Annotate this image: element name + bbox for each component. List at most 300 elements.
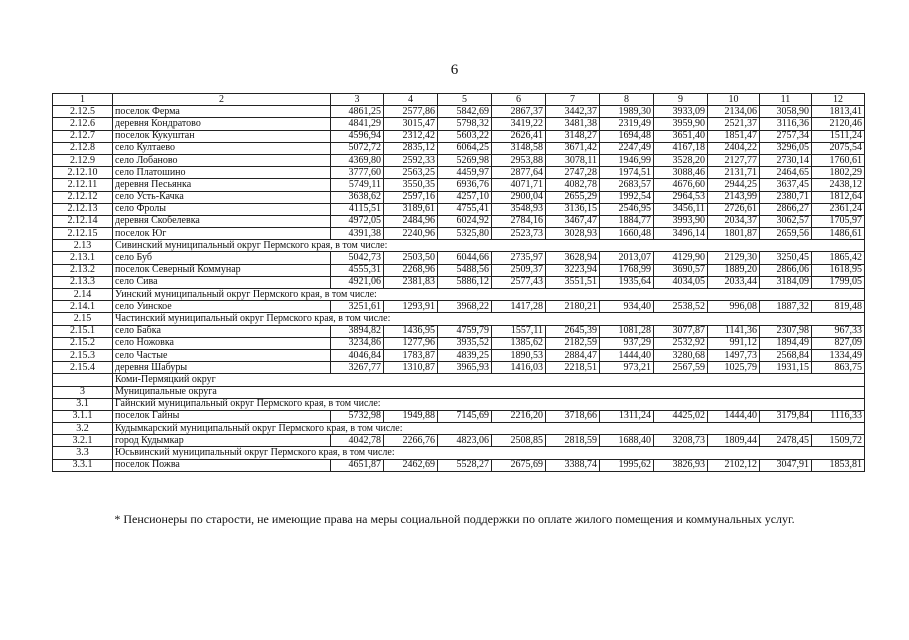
value-cell: 2380,71	[760, 191, 812, 203]
settlement-name-cell: село Частые	[113, 349, 331, 361]
value-cell: 2266,76	[384, 435, 438, 447]
value-cell: 1416,03	[492, 362, 546, 374]
value-cell: 1812,64	[812, 191, 865, 203]
table-row	[53, 154, 865, 166]
value-cell: 2730,14	[760, 154, 812, 166]
value-cell: 4759,79	[438, 325, 492, 337]
value-cell: 1436,95	[384, 325, 438, 337]
value-cell: 2218,51	[546, 362, 600, 374]
value-cell: 2675,69	[492, 459, 546, 471]
value-cell: 2508,85	[492, 435, 546, 447]
row-code-cell: 2.13.2	[53, 264, 113, 276]
value-cell: 2532,92	[654, 337, 708, 349]
value-cell: 3933,09	[654, 106, 708, 118]
value-cell: 1865,42	[812, 252, 865, 264]
table-header-row	[53, 94, 865, 106]
header-cell: 2	[113, 94, 331, 106]
value-cell: 967,33	[812, 325, 865, 337]
value-cell: 5528,27	[438, 459, 492, 471]
settlement-name-cell: поселок Ферма	[113, 106, 331, 118]
value-cell: 5886,12	[438, 276, 492, 288]
settlement-name-cell: поселок Пожва	[113, 459, 331, 471]
value-cell: 5842,69	[438, 106, 492, 118]
value-cell: 4034,05	[654, 276, 708, 288]
data-table	[52, 93, 865, 472]
value-cell: 3148,27	[546, 130, 600, 142]
value-cell: 2659,56	[760, 228, 812, 240]
value-cell: 2835,12	[384, 142, 438, 154]
table-row	[53, 410, 865, 422]
value-cell: 1141,36	[708, 325, 760, 337]
table-row	[53, 191, 865, 203]
row-code-cell: 2.12.12	[53, 191, 113, 203]
value-cell: 2120,46	[812, 118, 865, 130]
value-cell: 1887,32	[760, 301, 812, 313]
value-cell: 1853,81	[812, 459, 865, 471]
value-cell: 1801,87	[708, 228, 760, 240]
value-cell: 6044,66	[438, 252, 492, 264]
settlement-name-cell: село Бабка	[113, 325, 331, 337]
value-cell: 2462,69	[384, 459, 438, 471]
table-row	[53, 349, 865, 361]
value-cell: 2757,34	[760, 130, 812, 142]
settlement-name-cell: деревня Кондратово	[113, 118, 331, 130]
value-cell: 3690,57	[654, 264, 708, 276]
value-cell: 4425,02	[654, 410, 708, 422]
value-cell: 1444,40	[600, 349, 654, 361]
value-cell: 3179,84	[760, 410, 812, 422]
value-cell: 3015,47	[384, 118, 438, 130]
value-cell: 2563,25	[384, 167, 438, 179]
value-cell: 1293,91	[384, 301, 438, 313]
value-cell: 996,08	[708, 301, 760, 313]
value-cell: 1509,72	[812, 435, 865, 447]
value-cell: 1444,40	[708, 410, 760, 422]
row-code-cell: 2.12.6	[53, 118, 113, 130]
value-cell: 3671,42	[546, 142, 600, 154]
value-cell: 2597,16	[384, 191, 438, 203]
value-cell: 2521,37	[708, 118, 760, 130]
value-cell: 5072,72	[331, 142, 384, 154]
settlement-name-cell: поселок Юг	[113, 228, 331, 240]
row-code-cell: 2.12.13	[53, 203, 113, 215]
value-cell: 3116,36	[760, 118, 812, 130]
group-title-cell: Частинский муниципальный округ Пермского края, в том числе:	[113, 313, 865, 325]
header-cell: 10	[708, 94, 760, 106]
value-cell: 2866,27	[760, 203, 812, 215]
row-code-cell: 2.12.11	[53, 179, 113, 191]
value-cell: 827,09	[812, 337, 865, 349]
value-cell: 3993,90	[654, 215, 708, 227]
table-row	[53, 228, 865, 240]
row-code-cell: 2.12.7	[53, 130, 113, 142]
value-cell: 4755,41	[438, 203, 492, 215]
value-cell: 1949,88	[384, 410, 438, 422]
table-row	[53, 435, 865, 447]
value-cell: 4459,97	[438, 167, 492, 179]
value-cell: 2953,88	[492, 154, 546, 166]
value-cell: 4972,05	[331, 215, 384, 227]
value-cell: 2577,43	[492, 276, 546, 288]
value-cell: 4839,25	[438, 349, 492, 361]
row-code-cell: 3	[53, 386, 113, 398]
value-cell: 3419,22	[492, 118, 546, 130]
value-cell: 6024,92	[438, 215, 492, 227]
value-cell: 3638,62	[331, 191, 384, 203]
value-cell: 3718,66	[546, 410, 600, 422]
header-cell: 7	[546, 94, 600, 106]
value-cell: 1995,62	[600, 459, 654, 471]
table-row	[53, 276, 865, 288]
value-cell: 1277,96	[384, 337, 438, 349]
value-cell: 2381,83	[384, 276, 438, 288]
value-cell: 934,40	[600, 301, 654, 313]
value-cell: 2464,65	[760, 167, 812, 179]
value-cell: 2784,16	[492, 215, 546, 227]
value-cell: 1890,53	[492, 349, 546, 361]
row-code-cell: 2.15	[53, 313, 113, 325]
value-cell: 4921,06	[331, 276, 384, 288]
value-cell: 863,75	[812, 362, 865, 374]
value-cell: 2404,22	[708, 142, 760, 154]
table-row	[53, 362, 865, 374]
value-cell: 3280,68	[654, 349, 708, 361]
value-cell: 2319,49	[600, 118, 654, 130]
row-code-cell	[53, 374, 113, 386]
row-code-cell: 2.15.2	[53, 337, 113, 349]
header-cell: 8	[600, 94, 654, 106]
value-cell: 1768,99	[600, 264, 654, 276]
value-cell: 1660,48	[600, 228, 654, 240]
value-cell: 3047,91	[760, 459, 812, 471]
value-cell: 2013,07	[600, 252, 654, 264]
value-cell: 2307,98	[760, 325, 812, 337]
row-code-cell: 2.13	[53, 240, 113, 252]
row-code-cell: 2.12.5	[53, 106, 113, 118]
settlement-name-cell: село Лобаново	[113, 154, 331, 166]
value-cell: 3250,45	[760, 252, 812, 264]
value-cell: 3965,93	[438, 362, 492, 374]
row-code-cell: 3.1	[53, 398, 113, 410]
value-cell: 6936,76	[438, 179, 492, 191]
value-cell: 1931,15	[760, 362, 812, 374]
value-cell: 1884,77	[600, 215, 654, 227]
row-code-cell: 2.15.1	[53, 325, 113, 337]
table-row	[53, 167, 865, 179]
value-cell: 3550,35	[384, 179, 438, 191]
value-cell: 973,21	[600, 362, 654, 374]
value-cell: 3028,93	[546, 228, 600, 240]
value-cell: 1946,99	[600, 154, 654, 166]
table-row	[53, 106, 865, 118]
value-cell: 4861,25	[331, 106, 384, 118]
header-cell: 5	[438, 94, 492, 106]
table-row	[53, 130, 865, 142]
row-code-cell: 3.3	[53, 447, 113, 459]
value-cell: 3058,90	[760, 106, 812, 118]
value-cell: 1310,87	[384, 362, 438, 374]
settlement-name-cell: село Платошино	[113, 167, 331, 179]
value-cell: 1557,11	[492, 325, 546, 337]
value-cell: 2900,04	[492, 191, 546, 203]
value-cell: 2102,12	[708, 459, 760, 471]
value-cell: 2268,96	[384, 264, 438, 276]
settlement-name-cell: село Буб	[113, 252, 331, 264]
value-cell: 4046,84	[331, 349, 384, 361]
value-cell: 2240,96	[384, 228, 438, 240]
value-cell: 6064,25	[438, 142, 492, 154]
value-cell: 4129,90	[654, 252, 708, 264]
table-row	[53, 459, 865, 471]
value-cell: 5042,73	[331, 252, 384, 264]
value-cell: 2523,73	[492, 228, 546, 240]
value-cell: 3528,20	[654, 154, 708, 166]
group-title-cell: Уинский муниципальный округ Пермского края, в том числе:	[113, 289, 865, 301]
settlement-name-cell: деревня Скобелевка	[113, 215, 331, 227]
value-cell: 1694,48	[600, 130, 654, 142]
group-title-cell: Гайнский муниципальный округ Пермского края, в том числе:	[113, 398, 865, 410]
value-cell: 3777,60	[331, 167, 384, 179]
table-row	[53, 179, 865, 191]
value-cell: 1851,47	[708, 130, 760, 142]
value-cell: 2867,37	[492, 106, 546, 118]
table-row	[53, 301, 865, 313]
table-row	[53, 252, 865, 264]
value-cell: 3637,45	[760, 179, 812, 191]
table-row	[53, 118, 865, 130]
value-cell: 3496,14	[654, 228, 708, 240]
table-group-row	[53, 398, 865, 410]
value-cell: 1688,40	[600, 435, 654, 447]
value-cell: 4555,31	[331, 264, 384, 276]
value-cell: 2818,59	[546, 435, 600, 447]
value-cell: 5749,11	[331, 179, 384, 191]
value-cell: 3959,90	[654, 118, 708, 130]
value-cell: 1799,05	[812, 276, 865, 288]
value-cell: 4257,10	[438, 191, 492, 203]
value-cell: 2735,97	[492, 252, 546, 264]
row-code-cell: 3.2	[53, 423, 113, 435]
value-cell: 2592,33	[384, 154, 438, 166]
table-group-row	[53, 289, 865, 301]
value-cell: 4369,80	[331, 154, 384, 166]
value-cell: 2075,54	[812, 142, 865, 154]
value-cell: 991,12	[708, 337, 760, 349]
value-cell: 2361,24	[812, 203, 865, 215]
value-cell: 5732,98	[331, 410, 384, 422]
table-group-row	[53, 423, 865, 435]
value-cell: 1802,29	[812, 167, 865, 179]
settlement-name-cell: деревня Песьянка	[113, 179, 331, 191]
value-cell: 2866,06	[760, 264, 812, 276]
value-cell: 4841,29	[331, 118, 384, 130]
settlement-name-cell: село Сива	[113, 276, 331, 288]
row-code-cell: 2.12.10	[53, 167, 113, 179]
value-cell: 1809,44	[708, 435, 760, 447]
header-cell: 4	[384, 94, 438, 106]
value-cell: 3894,82	[331, 325, 384, 337]
value-cell: 3628,94	[546, 252, 600, 264]
value-cell: 2877,64	[492, 167, 546, 179]
row-code-cell: 2.14.1	[53, 301, 113, 313]
settlement-name-cell: село Фролы	[113, 203, 331, 215]
value-cell: 2645,39	[546, 325, 600, 337]
value-cell: 5488,56	[438, 264, 492, 276]
value-cell: 2131,71	[708, 167, 760, 179]
value-cell: 5325,80	[438, 228, 492, 240]
row-code-cell: 2.12.14	[53, 215, 113, 227]
value-cell: 3184,09	[760, 276, 812, 288]
value-cell: 4391,38	[331, 228, 384, 240]
row-code-cell: 2.15.4	[53, 362, 113, 374]
value-cell: 2568,84	[760, 349, 812, 361]
row-code-cell: 2.12.9	[53, 154, 113, 166]
value-cell: 1511,24	[812, 130, 865, 142]
table-group-row	[53, 386, 865, 398]
value-cell: 3088,46	[654, 167, 708, 179]
value-cell: 3189,61	[384, 203, 438, 215]
value-cell: 1935,64	[600, 276, 654, 288]
value-cell: 2438,12	[812, 179, 865, 191]
row-code-cell: 2.13.1	[53, 252, 113, 264]
row-code-cell: 2.14	[53, 289, 113, 301]
value-cell: 5269,98	[438, 154, 492, 166]
value-cell: 3251,61	[331, 301, 384, 313]
value-cell: 937,29	[600, 337, 654, 349]
value-cell: 3826,93	[654, 459, 708, 471]
value-cell: 3935,52	[438, 337, 492, 349]
value-cell: 819,48	[812, 301, 865, 313]
value-cell: 4596,94	[331, 130, 384, 142]
value-cell: 2478,45	[760, 435, 812, 447]
value-cell: 2884,47	[546, 349, 600, 361]
value-cell: 1081,28	[600, 325, 654, 337]
group-title-cell: Сивинский муниципальный округ Пермского края, в том числе:	[113, 240, 865, 252]
value-cell: 1760,61	[812, 154, 865, 166]
value-cell: 2182,59	[546, 337, 600, 349]
settlement-name-cell: село Уинское	[113, 301, 331, 313]
header-cell: 12	[812, 94, 865, 106]
value-cell: 3077,87	[654, 325, 708, 337]
header-cell: 1	[53, 94, 113, 106]
value-cell: 2546,95	[600, 203, 654, 215]
value-cell: 3296,05	[760, 142, 812, 154]
value-cell: 3467,47	[546, 215, 600, 227]
row-code-cell: 3.2.1	[53, 435, 113, 447]
value-cell: 3062,57	[760, 215, 812, 227]
table-row	[53, 337, 865, 349]
table-group-row	[53, 447, 865, 459]
row-code-cell: 2.13.3	[53, 276, 113, 288]
value-cell: 2655,29	[546, 191, 600, 203]
table-row	[53, 325, 865, 337]
value-cell: 7145,69	[438, 410, 492, 422]
value-cell: 2033,44	[708, 276, 760, 288]
value-cell: 1486,61	[812, 228, 865, 240]
value-cell: 4651,87	[331, 459, 384, 471]
value-cell: 5798,32	[438, 118, 492, 130]
value-cell: 3968,22	[438, 301, 492, 313]
value-cell: 2127,77	[708, 154, 760, 166]
table-group-row	[53, 240, 865, 252]
group-title-cell: Муниципальные округа	[113, 386, 865, 398]
value-cell: 1889,20	[708, 264, 760, 276]
header-cell: 6	[492, 94, 546, 106]
value-cell: 4071,71	[492, 179, 546, 191]
value-cell: 2129,30	[708, 252, 760, 264]
table-group-row	[53, 374, 865, 386]
value-cell: 3651,40	[654, 130, 708, 142]
header-cell: 9	[654, 94, 708, 106]
value-cell: 2964,53	[654, 191, 708, 203]
value-cell: 2134,06	[708, 106, 760, 118]
group-title-cell: Кудымкарский муниципальный округ Пермского края, в том числе:	[113, 423, 865, 435]
header-cell: 11	[760, 94, 812, 106]
value-cell: 1618,95	[812, 264, 865, 276]
footnote: * Пенсионеры по старости, не имеющие права на меры социальной поддержки по оплате жилого помещения и коммунальных услуг.	[114, 512, 795, 526]
table-group-row	[53, 313, 865, 325]
value-cell: 3078,11	[546, 154, 600, 166]
value-cell: 2577,86	[384, 106, 438, 118]
value-cell: 3148,58	[492, 142, 546, 154]
value-cell: 4823,06	[438, 435, 492, 447]
value-cell: 3208,73	[654, 435, 708, 447]
row-code-cell: 3.3.1	[53, 459, 113, 471]
table-row	[53, 264, 865, 276]
value-cell: 2216,20	[492, 410, 546, 422]
value-cell: 2726,61	[708, 203, 760, 215]
value-cell: 2747,28	[546, 167, 600, 179]
header-cell: 3	[331, 94, 384, 106]
table-row	[53, 203, 865, 215]
value-cell: 1334,49	[812, 349, 865, 361]
value-cell: 3481,38	[546, 118, 600, 130]
value-cell: 1992,54	[600, 191, 654, 203]
value-cell: 1974,51	[600, 167, 654, 179]
value-cell: 2567,59	[654, 362, 708, 374]
value-cell: 1311,24	[600, 410, 654, 422]
value-cell: 2509,37	[492, 264, 546, 276]
value-cell: 1783,87	[384, 349, 438, 361]
value-cell: 1025,79	[708, 362, 760, 374]
value-cell: 1894,49	[760, 337, 812, 349]
value-cell: 3388,74	[546, 459, 600, 471]
value-cell: 2034,37	[708, 215, 760, 227]
value-cell: 2538,52	[654, 301, 708, 313]
table-body	[53, 94, 865, 472]
row-code-cell: 3.1.1	[53, 410, 113, 422]
value-cell: 1497,73	[708, 349, 760, 361]
settlement-name-cell: город Кудымкар	[113, 435, 331, 447]
value-cell: 3548,93	[492, 203, 546, 215]
value-cell: 3234,86	[331, 337, 384, 349]
value-cell: 3267,77	[331, 362, 384, 374]
group-title-cell: Коми-Пермяцкий округ	[113, 374, 865, 386]
value-cell: 1417,28	[492, 301, 546, 313]
value-cell: 2247,49	[600, 142, 654, 154]
settlement-name-cell: поселок Северный Коммунар	[113, 264, 331, 276]
value-cell: 1385,62	[492, 337, 546, 349]
value-cell: 1116,33	[812, 410, 865, 422]
settlement-name-cell: село Култаево	[113, 142, 331, 154]
value-cell: 1989,30	[600, 106, 654, 118]
value-cell: 4167,18	[654, 142, 708, 154]
settlement-name-cell: село Ножовка	[113, 337, 331, 349]
settlement-name-cell: поселок Гайны	[113, 410, 331, 422]
value-cell: 3551,51	[546, 276, 600, 288]
value-cell: 2944,25	[708, 179, 760, 191]
row-code-cell: 2.12.15	[53, 228, 113, 240]
